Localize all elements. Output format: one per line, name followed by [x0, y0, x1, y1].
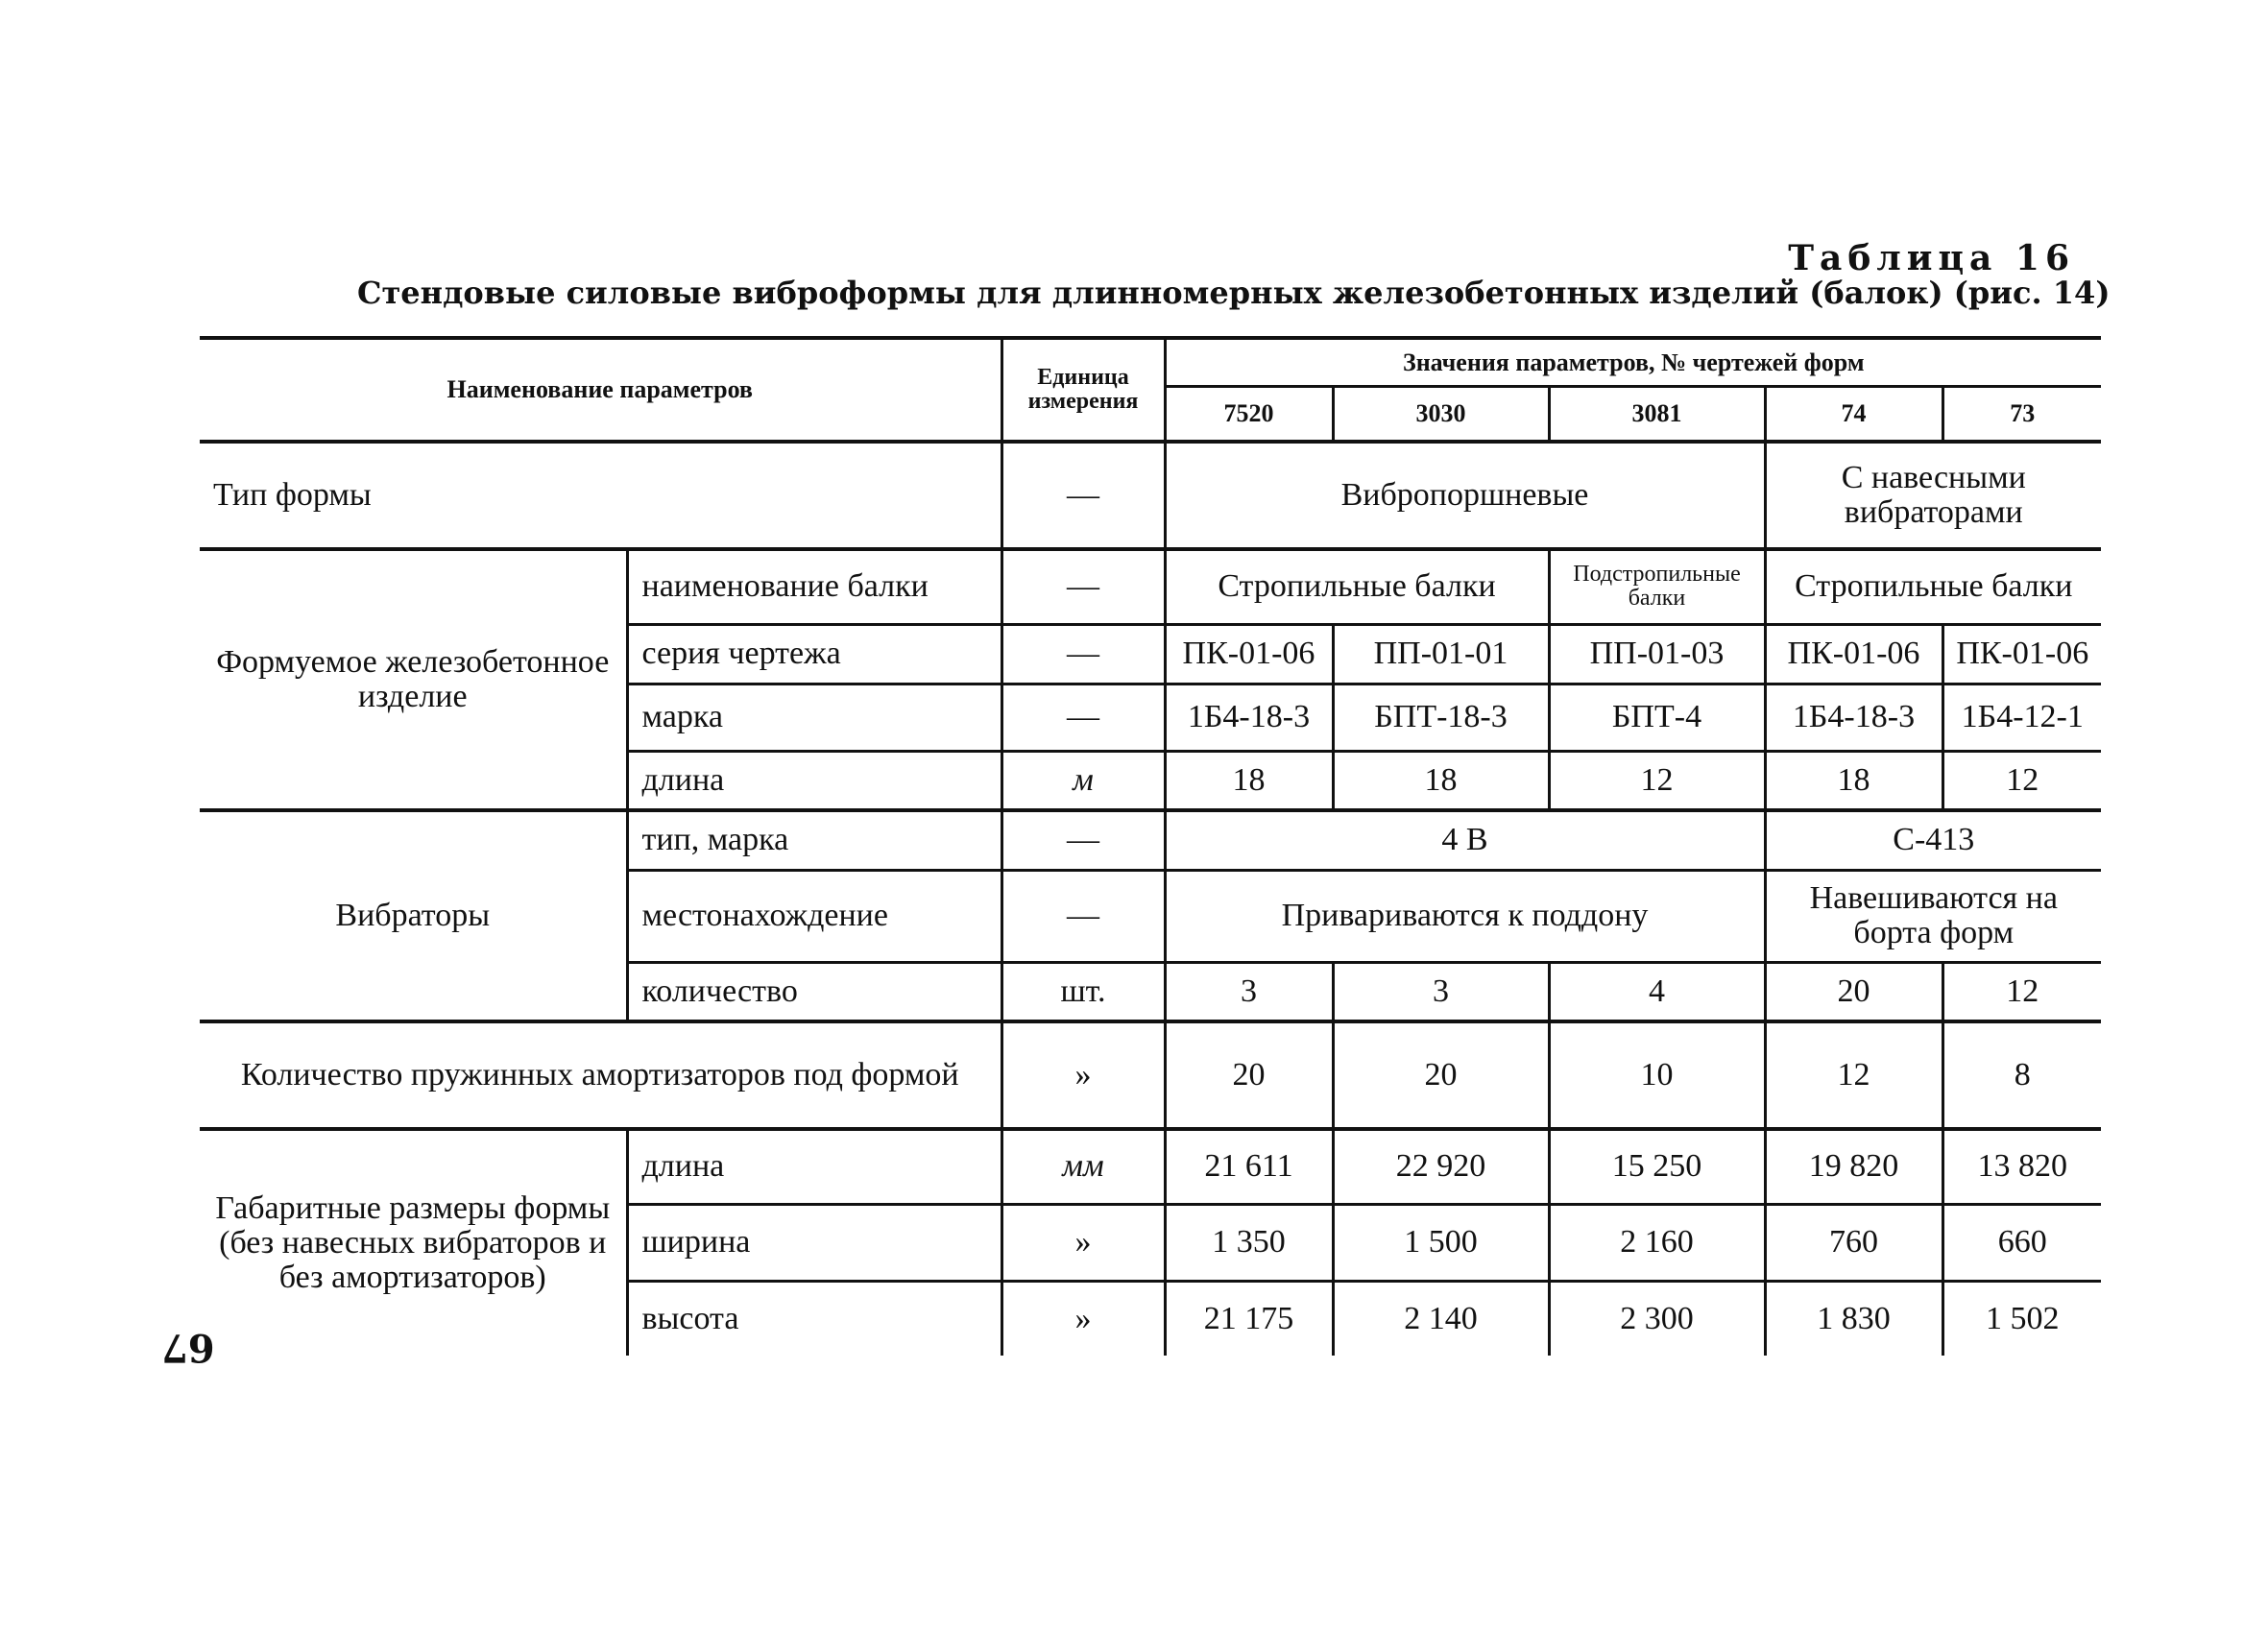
series-3081: ПП-01-03	[1549, 624, 1765, 684]
dims-height-unit: »	[1001, 1281, 1165, 1356]
series-74: ПК-01-06	[1765, 624, 1942, 684]
series-7520: ПК-01-06	[1165, 624, 1333, 684]
product-name-v2: Подстропильные балки	[1549, 549, 1765, 624]
row-type-label: Тип формы	[200, 442, 1001, 549]
springs-3030: 20	[1333, 1021, 1549, 1129]
vibrators-location-v2: Навешиваются на борта форм	[1765, 870, 2101, 962]
row-vibrators-label: Вибраторы	[200, 810, 627, 1021]
springs-3081: 10	[1549, 1021, 1765, 1129]
springs-74: 12	[1765, 1021, 1942, 1129]
dims-height-73: 1 502	[1942, 1281, 2101, 1356]
product-length-label: длина	[627, 751, 1001, 810]
count-3030: 3	[1333, 962, 1549, 1021]
parameters-table	[200, 336, 2101, 1356]
product-series-unit: —	[1001, 624, 1165, 684]
dims-height-7520: 21 175	[1165, 1281, 1333, 1356]
vibrators-count-label: количество	[627, 962, 1001, 1021]
product-length-unit: м	[1001, 751, 1165, 810]
vibrators-location-label: местонахождение	[627, 870, 1001, 962]
drawing-3030: 3030	[1333, 386, 1549, 442]
row-springs-unit: »	[1001, 1021, 1165, 1129]
page-number: 67	[161, 1325, 215, 1370]
vibrators-count-unit: шт.	[1001, 962, 1165, 1021]
mark-73: 1Б4-12-1	[1942, 684, 2101, 751]
dims-length-label: длина	[627, 1129, 1001, 1204]
dims-width-label: ширина	[627, 1204, 1001, 1281]
product-mark-unit: —	[1001, 684, 1165, 751]
count-3081: 4	[1549, 962, 1765, 1021]
length-7520: 18	[1165, 751, 1333, 810]
row-type-group1: Вибропоршневые	[1165, 442, 1765, 549]
dims-length-3081: 15 250	[1549, 1129, 1765, 1204]
count-7520: 3	[1165, 962, 1333, 1021]
length-73: 12	[1942, 751, 2101, 810]
dims-length-74: 19 820	[1765, 1129, 1942, 1204]
mark-3081: БПТ-4	[1549, 684, 1765, 751]
product-name-v1: Стропильные балки	[1165, 549, 1549, 624]
product-name-unit: —	[1001, 549, 1165, 624]
drawing-7520: 7520	[1165, 386, 1333, 442]
dims-length-3030: 22 920	[1333, 1129, 1549, 1204]
dims-width-7520: 1 350	[1165, 1204, 1333, 1281]
product-mark-label: марка	[627, 684, 1001, 751]
dims-width-73: 660	[1942, 1204, 2101, 1281]
header-param-name: Наименование параметров	[200, 338, 1001, 442]
table-title: Стендовые силовые виброформы для длинномерных железобетонных изделий (балок) (рис. 14)	[357, 275, 2111, 311]
product-series-label: серия чертежа	[627, 624, 1001, 684]
row-springs-label: Количество пружинных амортизаторов под формой	[200, 1021, 1001, 1129]
drawing-74: 74	[1765, 386, 1942, 442]
drawing-73: 73	[1942, 386, 2101, 442]
series-3030: ПП-01-01	[1333, 624, 1549, 684]
header-values: Значения параметров, № чертежей форм	[1165, 338, 2101, 386]
row-product-label: Формуемое железобетонное изделие	[200, 549, 627, 810]
dims-width-3081: 2 160	[1549, 1204, 1765, 1281]
dims-height-74: 1 830	[1765, 1281, 1942, 1356]
row-type-group2: С навесными вибраторами	[1765, 442, 2101, 549]
product-name-label: наименование балки	[627, 549, 1001, 624]
dims-height-3030: 2 140	[1333, 1281, 1549, 1356]
mark-3030: БПТ-18-3	[1333, 684, 1549, 751]
row-dims-label: Габаритные размеры формы (без навесных вибраторов и без амортизаторов)	[200, 1129, 627, 1356]
drawing-3081: 3081	[1549, 386, 1765, 442]
dims-width-3030: 1 500	[1333, 1204, 1549, 1281]
vibrators-type-v2: С-413	[1765, 810, 2101, 870]
header-unit: Единица измерения	[1001, 338, 1165, 442]
vibrators-location-unit: —	[1001, 870, 1165, 962]
vibrators-type-label: тип, марка	[627, 810, 1001, 870]
count-74: 20	[1765, 962, 1942, 1021]
length-3030: 18	[1333, 751, 1549, 810]
dims-length-unit: мм	[1001, 1129, 1165, 1204]
springs-73: 8	[1942, 1021, 2101, 1129]
dims-width-74: 760	[1765, 1204, 1942, 1281]
series-73: ПК-01-06	[1942, 624, 2101, 684]
length-3081: 12	[1549, 751, 1765, 810]
product-name-v3: Стропильные балки	[1765, 549, 2101, 624]
table-number: Таблица 16	[1788, 238, 2075, 278]
vibrators-type-v1: 4 В	[1165, 810, 1765, 870]
dims-length-7520: 21 611	[1165, 1129, 1333, 1204]
dims-height-label: высота	[627, 1281, 1001, 1356]
length-74: 18	[1765, 751, 1942, 810]
dims-width-unit: »	[1001, 1204, 1165, 1281]
mark-74: 1Б4-18-3	[1765, 684, 1942, 751]
dims-length-73: 13 820	[1942, 1129, 2101, 1204]
springs-7520: 20	[1165, 1021, 1333, 1129]
dims-height-3081: 2 300	[1549, 1281, 1765, 1356]
vibrators-type-unit: —	[1001, 810, 1165, 870]
mark-7520: 1Б4-18-3	[1165, 684, 1333, 751]
row-type-unit: —	[1001, 442, 1165, 549]
vibrators-location-v1: Привариваются к поддону	[1165, 870, 1765, 962]
count-73: 12	[1942, 962, 2101, 1021]
